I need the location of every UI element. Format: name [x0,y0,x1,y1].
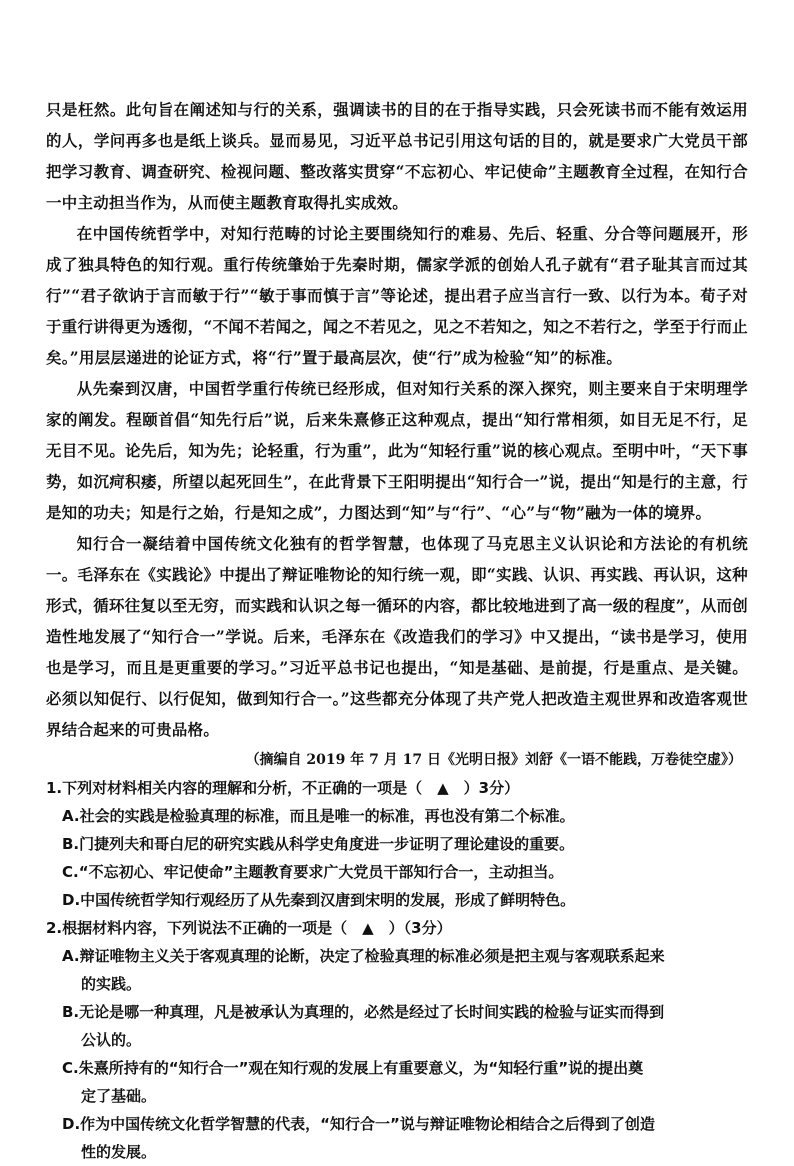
question-2-option-a-line-2: 的实践。 [81,975,142,993]
passage-paragraph-2: 在中国传统哲学中，对知行范畴的讨论主要围绕知行的难易、先后、轻重、分合等问题展开，形成了独具特色的知行观。重行传统肇始于先秦时期，儒家学派的创始人孔子就有“君子耻其言而过其行”“君子欲讷于言而敏于行”“敏于事而慎于言”等论述，提出君子应当言行一致、以行为本。荀子对于重行讲得更为透彻，“不闻不若闻之，闻之不若见之，见之不若知之，知之不若行之，学至于行而止矣。”用层层递进的论证方式，将“行”置于最高层次，使“行”成为检验“知”的标准。 [46,225,748,367]
question-2-option-d-line-2: 性的发展。 [81,1143,157,1161]
question-2-option-d-line-1: D.作为中国传统文化哲学智慧的代表，“知行合一”说与辩证唯物论相结合之后得到了创造 [62,1115,655,1133]
question-2-option-b-line-1: B.无论是哪一种真理，凡是被承认为真理的，必然是经过了长时间实践的检验与证实而得到 [62,1003,665,1021]
question-1-stem: 1.下列对材料相关内容的理解和分析，不正确的一项是（ ▲ ）3分） [46,779,520,797]
question-2-option-d [46,1110,748,1166]
passage-paragraph-4: 知行合一凝结着中国传统文化独有的哲学智慧，也体现了马克思主义认识论和方法论的有机统一。毛泽东在《实践论》中提出了辩证唯物论的知行统一观，即“实践、认识、再实践、再认识，这种形式，循环往复以至无穷，而实践和认识之每一循环的内容，都比较地进到了高一级的程度”，从而创造性地发展了“知行合一”学说。后来，毛泽东在《改造我们的学习》中又提出，“读书是学习，使用也是学习，而且是更重要的学习。”习近平总书记也提出，“知是基础、是前提，行是重点、是关键。必须以知促行、以行促知，做到知行合一。”这些都充分体现了共产党人把改造主观世界和改造客观世界结合起来的可贵品格。 [46,535,748,739]
question-2-option-a-line-1: A.辩证唯物主义关于客观真理的论断，决定了检验真理的标准必须是把主观与客观联系起来 [62,947,665,965]
reading-passage [46,95,748,774]
question-2-option-c [46,1054,748,1110]
question-1-option-d: D.中国传统哲学知行观经历了从先秦到汉唐到宋明的发展，形成了鲜明特色。 [62,891,576,909]
question-2-stem: 2.根据材料内容，下列说法不正确的一项是（ ▲ ）（3分） [46,919,452,937]
passage-source: （摘编自 2019 年 7 月 17 日《光明日报》刘舒《一语不能践，万卷徒空虚》） [245,752,742,768]
passage-paragraph-1: 只是枉然。此句旨在阐述知与行的关系，强调读书的目的在于指导实践，只会死读书而不能有效运用的人，学问再多也是纸上谈兵。显而易见，习近平总书记引用这句话的目的，就是要求广大党员干部把学习教育、调查研究、检视问题、整改落实贯穿“不忘初心、牢记使命”主题教育全过程，在知行合一中主动担当作为，从而使主题教育取得扎实成效。 [46,101,748,212]
question-2-option-b-line-2: 公认的。 [81,1031,142,1049]
question-1 [46,774,748,914]
question-2-option-a [46,942,748,998]
question-2-option-c-line-2: 定了基础。 [81,1087,157,1105]
question-1-option-b: B.门捷列夫和哥白尼的研究实践从科学史角度进一步证明了理论建设的重要。 [62,835,575,853]
question-1-option-c: C.“不忘初心、牢记使命”主题教育要求广大党员干部知行合一，主动担当。 [62,863,564,881]
question-2 [46,914,748,1166]
question-1-option-a: A.社会的实践是检验真理的标准，而且是唯一的标准，再也没有第二个标准。 [62,807,575,825]
question-2-option-c-line-1: C.朱熹所持有的“知行合一”观在知行观的发展上有重要意义，为“知轻行重”说的提出奠 [62,1059,644,1077]
passage-paragraph-3: 从先秦到汉唐，中国哲学重行传统已经形成，但对知行关系的深入探究，则主要来自于宋明理学家的阐发。程颐首倡“知先行后”说，后来朱熹修正这种观点，提出“知行常相须，如目无足不行，足无目不见。论先后，知为先；论轻重，行为重”，此为“知轻行重”说的核心观点。至明中叶，“天下事势，如沉疴积痿，所望以起死回生”，在此背景下王阳明提出“知行合一”说，提出“知是行的主意，行是知的功夫；知是行之始，行是知之成”，力图达到“知”与“行”、“心”与“物”融为一体的境界。 [46,380,748,522]
question-2-option-b [46,998,748,1054]
